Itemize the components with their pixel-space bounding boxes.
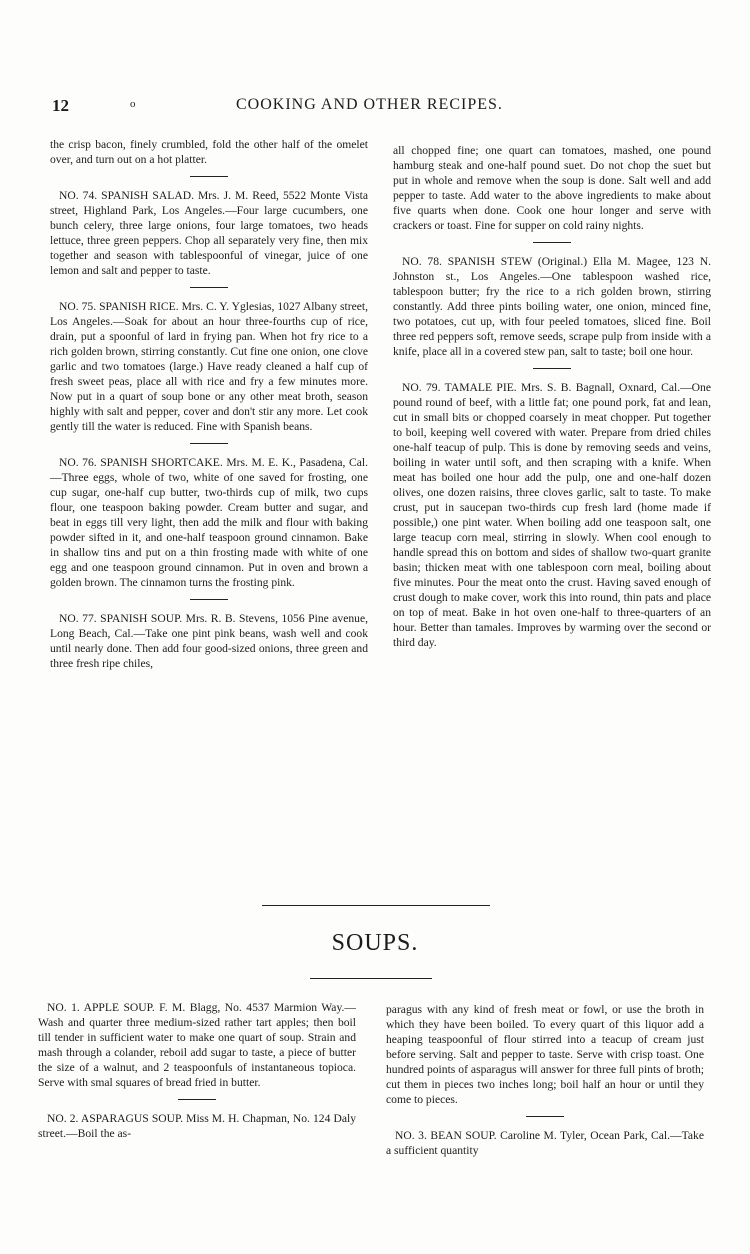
page-header xyxy=(0,96,750,122)
recipe-divider xyxy=(190,443,228,444)
recipe-divider xyxy=(190,176,228,177)
top-left-column xyxy=(50,137,368,671)
running-title: COOKING AND OTHER RECIPES. xyxy=(236,96,503,113)
page-number: 12 xyxy=(52,96,69,115)
recipe-75-spanish-rice: NO. 75. SPANISH RICE. Mrs. C. Y. Yglesias, 1027 Albany street, Los Angeles.—Soak for about an hour three-fourths cup of rice, drain, put a spoonful of lard in frying pan. When hot fry rice to a rich golden brown, stirring constantly. Cut fine one onion, one clove garlic and two tomatoes (large.) Have ready cleaned a half cup of fresh sweet peas, place all with rice and fry a few minutes more. Now put in a quart of soup bone or any other meat broth, season highly with salt and pepper, cover and don't stir any more. Let cook gently till the water is reduced. Fine with Spanish beans. xyxy=(50,300,368,433)
recipe-79-tamale-pie: NO. 79. TAMALE PIE. Mrs. S. B. Bagnall, Oxnard, Cal.—One pound round of beef, with a little fat; one pound pork, fat and lean, cut in small bits or chopped coarsely in meat chopper. Put together to boil, keeping well covered with water. Prepare from dried chiles one-half teacup of pulp. This is done by removing seeds and veins, boiling in water until soft, and then scraping with a knife. When meat has boiled one hour add the pulp, one and one-half dozen olives, one dozen raisins, three cloves garlic, salt to taste. To make crust, put in saucepan two-thirds cup fresh lard (home made if possible,) one pint water. When boiling add one teaspoon salt, one large teacup corn meal, stirring in slowly. When cool enough to handle spread this on bottom and sides of shallow two-quart granite basin; thicken meat with one tablespoon corn meal, boiling about five minutes. Pour the meat onto the crust. Having saved enough of crust dough to make cover, work this into round, thin pats and place on top of meat. Bake in hot oven one-half to three-quarters of an hour. Better than tamales. Improves by warming over the second or third day. xyxy=(393,381,711,649)
recipe-74-spanish-salad: NO. 74. SPANISH SALAD. Mrs. J. M. Reed, 5522 Monte Vista street, Highland Park, Los Angeles.—Four large cucumbers, one bunch celery, three large onions, four large tomatoes, two heads lettuce, three green peppers. Chop all separately very fine, then mix together and season with tablespoonful of vinegar, juice of one lemon and salt and pepper to taste. xyxy=(50,189,368,277)
header-bullet: o xyxy=(130,98,136,110)
recipe-divider xyxy=(178,1099,216,1100)
section-rule xyxy=(262,905,490,906)
recipe-77-spanish-soup: NO. 77. SPANISH SOUP. Mrs. R. B. Stevens, 1056 Pine avenue, Long Beach, Cal.—Take one pint pink beans, wash well and cook until nearly done. Then add four good-sized onions, three green and three fresh ripe chiles, xyxy=(50,612,368,670)
continued-paragraph: paragus with any kind of fresh meat or fowl, or use the broth in which they have been boiled. To every quart of this liquor add a heaping teaspoonful of flour stirred into a teacup of cream just before serving. Salt and pepper to taste. Serve with crisp toast. One hundred points of asparagus will answer for three full pints of broth; cut them in pieces two inches long; boil half an hour or until they come to pieces. xyxy=(386,1003,704,1106)
continued-paragraph: all chopped fine; one quart can tomatoes, mashed, one pound hamburg steak and one-half pound suet. Do not chop the suet but put in whole and remove when the soup is done. Salt well and add pepper to taste. Add water to the above ingredients to make about five quarts when done. Cook one hour longer and serve with crackers or toast. Fine for supper on cold rainy nights. xyxy=(393,144,711,232)
recipe-76-spanish-shortcake: NO. 76. SPANISH SHORTCAKE. Mrs. M. E. K., Pasadena, Cal.—Three eggs, whole of two, white of one saved for frosting, one cup sugar, one-half cup butter, two-thirds cup of milk, two cups flour, one teaspoon baking powder. Cream butter and sugar, and beat in eggs till very light, then add the milk and flour with baking powder sifted in it, and one-half teaspoon ground cinnamon. Bake in shallow tins and put on a thin frosting made with white of one egg and one teaspoon ground cinnamon. Put in oven and brown a golden brown. The cinnamon turns the frosting pink. xyxy=(50,456,368,589)
recipe-divider xyxy=(190,287,228,288)
recipe-divider xyxy=(533,242,571,243)
recipe-78-spanish-stew: NO. 78. SPANISH STEW (Original.) Ella M. Magee, 123 N. Johnston st., Los Angeles.—One tablespoon washed rice, tablespoon butter; fry the rice to a rich golden brown, stirring constantly. Add three pints boiling water, one onion, minced fine, two potatoes, cut up, with four peeled tomatoes, sliced fine. Boil three red peppers soft, remove seeds, scrape pulp from inside with a knife, place all in a covered stew pan, salt to taste; boil one hour. xyxy=(393,255,711,358)
bottom-left-column xyxy=(38,1000,356,1141)
section-title: SOUPS. xyxy=(331,930,419,956)
recipe-2-asparagus-soup: NO. 2. ASPARAGUS SOUP. Miss M. H. Chapman, No. 124 Daly street.—Boil the as- xyxy=(38,1112,356,1140)
bottom-right-column xyxy=(386,1002,704,1158)
recipe-divider xyxy=(533,368,571,369)
continued-paragraph: the crisp bacon, finely crumbled, fold the other half of the omelet over, and turn out on a hot platter. xyxy=(50,138,368,166)
recipe-divider xyxy=(526,1116,564,1117)
top-right-column xyxy=(393,143,711,650)
recipe-1-apple-soup: NO. 1. APPLE SOUP. F. M. Blagg, No. 4537 Marmion Way.—Wash and quarter three medium-sized rather tart apples; then boil till tender in sufficient water to make one quart of soup. Strain and mash through a colander, reboil add sugar to taste, a piece of butter the size of a walnut, and 2 teaspoonfuls of instantaneous topioca. Serve with smal squares of bread fried in butter. xyxy=(38,1001,356,1089)
recipe-3-bean-soup: NO. 3. BEAN SOUP. Caroline M. Tyler, Ocean Park, Cal.—Take a sufficient quantity xyxy=(386,1129,704,1157)
recipe-divider xyxy=(190,599,228,600)
section-underline xyxy=(310,978,432,979)
